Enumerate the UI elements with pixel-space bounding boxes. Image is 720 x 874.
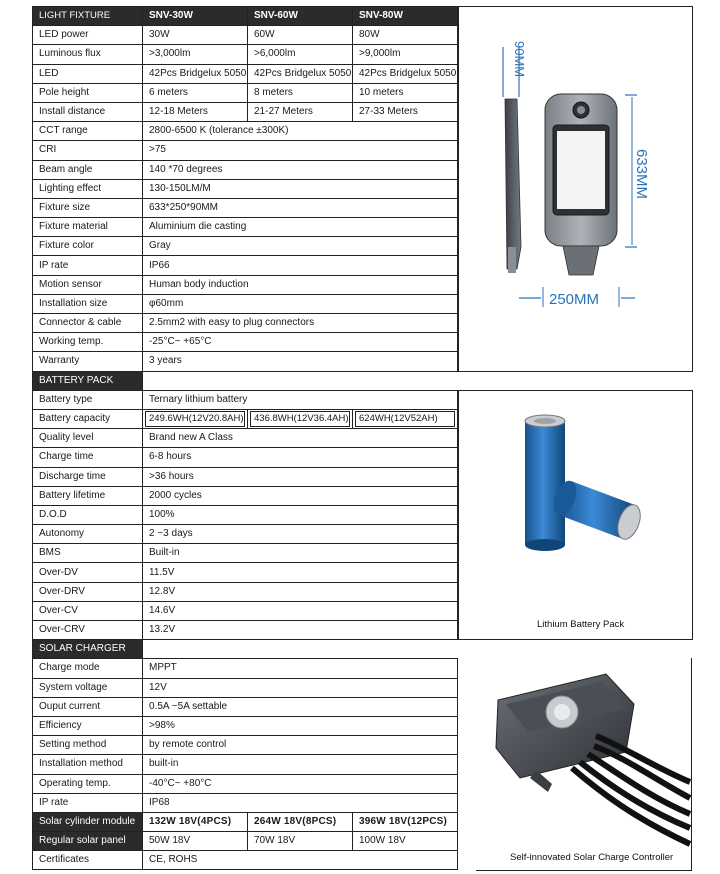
spec-row	[33, 755, 458, 774]
spec-value: 2800-6500 K (tolerance ±300K)	[143, 122, 458, 141]
spec-value: IP68	[143, 793, 458, 812]
spec-value: 140 *70 degrees	[143, 160, 458, 179]
spec-label: Beam angle	[33, 160, 143, 179]
spec-row	[33, 812, 458, 831]
dim-depth-label: 90MM	[512, 41, 527, 78]
model-name: SNV-80W	[353, 7, 458, 26]
spec-label: IP rate	[33, 256, 143, 275]
spec-label: System voltage	[33, 678, 143, 697]
spec-row	[33, 832, 458, 851]
spec-label: Ouput current	[33, 697, 143, 716]
spec-label: Over-DRV	[33, 582, 143, 601]
spec-value: 60W	[248, 26, 353, 45]
controller-image-panel	[476, 658, 692, 871]
spec-row	[33, 678, 458, 697]
spec-label: Efficiency	[33, 716, 143, 735]
spec-label: Discharge time	[33, 467, 143, 486]
spec-label: CRI	[33, 141, 143, 160]
spec-value: 50W 18V	[143, 832, 248, 851]
spec-value: 3 years	[143, 352, 458, 371]
spec-row	[33, 505, 458, 524]
spec-label: LED power	[33, 26, 143, 45]
spec-value: 2000 cycles	[143, 486, 458, 505]
spec-value: 396W 18V(12PCS)	[353, 812, 458, 831]
spec-value: 100W 18V	[353, 832, 458, 851]
spec-value: CE, ROHS	[143, 851, 458, 870]
spec-row	[33, 83, 458, 102]
spec-label: Over-CV	[33, 601, 143, 620]
spec-value: 21-27 Meters	[248, 102, 353, 121]
spec-row	[33, 525, 458, 544]
spec-value-box: 249.6WH(12V20.8AH)	[145, 411, 245, 427]
battery-image-panel	[458, 390, 693, 640]
spec-row	[33, 352, 458, 371]
section-title: SOLAR CHARGER	[33, 640, 143, 659]
spec-label: Battery capacity	[33, 409, 143, 428]
spec-row	[33, 697, 458, 716]
model-name: SNV-30W	[143, 7, 248, 26]
spec-label: LED	[33, 64, 143, 83]
spec-label: Over-CRV	[33, 621, 143, 640]
spec-label: Battery lifetime	[33, 486, 143, 505]
spec-value: 2 ~3 days	[143, 525, 458, 544]
spec-row	[33, 141, 458, 160]
spec-label: CCT range	[33, 122, 143, 141]
spec-row	[33, 429, 458, 448]
spec-row	[33, 179, 458, 198]
spec-value: >98%	[143, 716, 458, 735]
spec-value: 11.5V	[143, 563, 458, 582]
spec-value: 6-8 hours	[143, 448, 458, 467]
spec-value: 42Pcs Bridgelux 5050	[248, 64, 353, 83]
spec-value: 13.2V	[143, 621, 458, 640]
spec-label: Install distance	[33, 102, 143, 121]
spec-label: Working temp.	[33, 333, 143, 352]
spec-label: Charge mode	[33, 659, 143, 678]
spec-row	[33, 774, 458, 793]
spec-value: φ60mm	[143, 294, 458, 313]
spec-value: 70W 18V	[248, 832, 353, 851]
spec-label: Quality level	[33, 429, 143, 448]
spec-label: Installation method	[33, 755, 143, 774]
spec-label: Warranty	[33, 352, 143, 371]
spec-value: 100%	[143, 505, 458, 524]
spec-row	[33, 467, 458, 486]
spec-label: Battery type	[33, 390, 143, 409]
spec-row	[33, 736, 458, 755]
spec-label: Setting method	[33, 736, 143, 755]
fixture-header-row	[33, 7, 458, 26]
spec-value: 14.6V	[143, 601, 458, 620]
spec-label: Fixture size	[33, 198, 143, 217]
fixture-drawing-panel	[458, 6, 693, 372]
spec-label: Certificates	[33, 851, 143, 870]
spec-value	[248, 409, 353, 428]
spec-value: 12-18 Meters	[143, 102, 248, 121]
spec-row	[33, 716, 458, 735]
spec-label: Over-DV	[33, 563, 143, 582]
spec-row	[33, 448, 458, 467]
dim-height-label: 633MM	[633, 149, 650, 200]
spec-row	[33, 793, 458, 812]
spec-row	[33, 275, 458, 294]
spec-row	[33, 659, 458, 678]
spec-table	[32, 6, 458, 870]
spec-value: 10 meters	[353, 83, 458, 102]
spec-value: Gray	[143, 237, 458, 256]
spec-row	[33, 160, 458, 179]
spec-value: 2.5mm2 with easy to plug connectors	[143, 314, 458, 333]
spec-label: D.O.D	[33, 505, 143, 524]
spec-value: 633*250*90MM	[143, 198, 458, 217]
spec-label: BMS	[33, 544, 143, 563]
spec-row	[33, 333, 458, 352]
fixture-drawing	[459, 7, 692, 371]
spec-value: 27-33 Meters	[353, 102, 458, 121]
section-title: BATTERY PACK	[33, 371, 143, 390]
spec-label: Connector & cable	[33, 314, 143, 333]
spec-value: 6 meters	[143, 83, 248, 102]
spec-row	[33, 45, 458, 64]
spec-value	[353, 409, 458, 428]
spec-row	[33, 582, 458, 601]
spec-label: Regular solar panel	[33, 832, 143, 851]
spec-label: Operating temp.	[33, 774, 143, 793]
spec-value: >75	[143, 141, 458, 160]
spec-label: IP rate	[33, 793, 143, 812]
spec-value: >9,000lm	[353, 45, 458, 64]
spec-label: Pole height	[33, 83, 143, 102]
spec-value: Human body induction	[143, 275, 458, 294]
spec-row	[33, 26, 458, 45]
spec-label: Installation size	[33, 294, 143, 313]
dim-width-label: 250MM	[549, 291, 600, 308]
spec-value: >6,000lm	[248, 45, 353, 64]
spec-label: Lighting effect	[33, 179, 143, 198]
spec-row	[33, 102, 458, 121]
spec-value: IP66	[143, 256, 458, 275]
spec-value: by remote control	[143, 736, 458, 755]
spec-value: Ternary lithium battery	[143, 390, 458, 409]
model-name: SNV-60W	[248, 7, 353, 26]
spec-value: 132W 18V(4PCS)	[143, 812, 248, 831]
spec-row	[33, 122, 458, 141]
battery-cells-image	[459, 391, 692, 611]
spec-value: 42Pcs Bridgelux 5050	[353, 64, 458, 83]
spec-label: Motion sensor	[33, 275, 143, 294]
spec-row	[33, 218, 458, 237]
spec-value: Built-in	[143, 544, 458, 563]
spec-value	[143, 409, 248, 428]
spec-row	[33, 601, 458, 620]
spec-value: 42Pcs Bridgelux 5050	[143, 64, 248, 83]
spec-label: Charge time	[33, 448, 143, 467]
spec-value: -25°C~ +65°C	[143, 333, 458, 352]
section-title-light-fixture: LIGHT FIXTURE	[33, 7, 143, 26]
spec-value: >36 hours	[143, 467, 458, 486]
spec-value: 12.8V	[143, 582, 458, 601]
spec-value: 12V	[143, 678, 458, 697]
spec-label: Solar cylinder module	[33, 812, 143, 831]
spec-row	[33, 544, 458, 563]
charger-section-header	[33, 640, 458, 659]
spec-value: >3,000lm	[143, 45, 248, 64]
spec-value: -40°C~ +80°C	[143, 774, 458, 793]
spec-label: Luminous flux	[33, 45, 143, 64]
spec-row	[33, 64, 458, 83]
spec-row	[33, 198, 458, 217]
spec-row	[33, 390, 458, 409]
spec-value-box: 624WH(12V52AH)	[355, 411, 455, 427]
spec-value: Brand new A Class	[143, 429, 458, 448]
spec-row	[33, 314, 458, 333]
spec-value: 8 meters	[248, 83, 353, 102]
battery-caption: Lithium Battery Pack	[537, 619, 625, 630]
spec-value: built-in	[143, 755, 458, 774]
spec-value: 80W	[353, 26, 458, 45]
spec-value: 264W 18V(8PCS)	[248, 812, 353, 831]
spec-row	[33, 563, 458, 582]
spec-row	[33, 409, 458, 428]
spec-value: 30W	[143, 26, 248, 45]
battery-section-header	[33, 371, 458, 390]
spec-value: 0.5A ~5A settable	[143, 697, 458, 716]
spec-row	[33, 237, 458, 256]
spec-row	[33, 256, 458, 275]
spec-value-box: 436.8WH(12V36.4AH)	[250, 411, 350, 427]
controller-caption: Self-innovated Solar Charge Controller	[510, 852, 674, 863]
spec-row	[33, 851, 458, 870]
spec-label: Autonomy	[33, 525, 143, 544]
charge-controller-image	[476, 658, 691, 848]
spec-value: 130-150LM/M	[143, 179, 458, 198]
spec-row	[33, 621, 458, 640]
spec-row	[33, 486, 458, 505]
spec-label: Fixture material	[33, 218, 143, 237]
spec-value: MPPT	[143, 659, 458, 678]
spec-label: Fixture color	[33, 237, 143, 256]
spec-value: Aluminium die casting	[143, 218, 458, 237]
spec-row	[33, 294, 458, 313]
